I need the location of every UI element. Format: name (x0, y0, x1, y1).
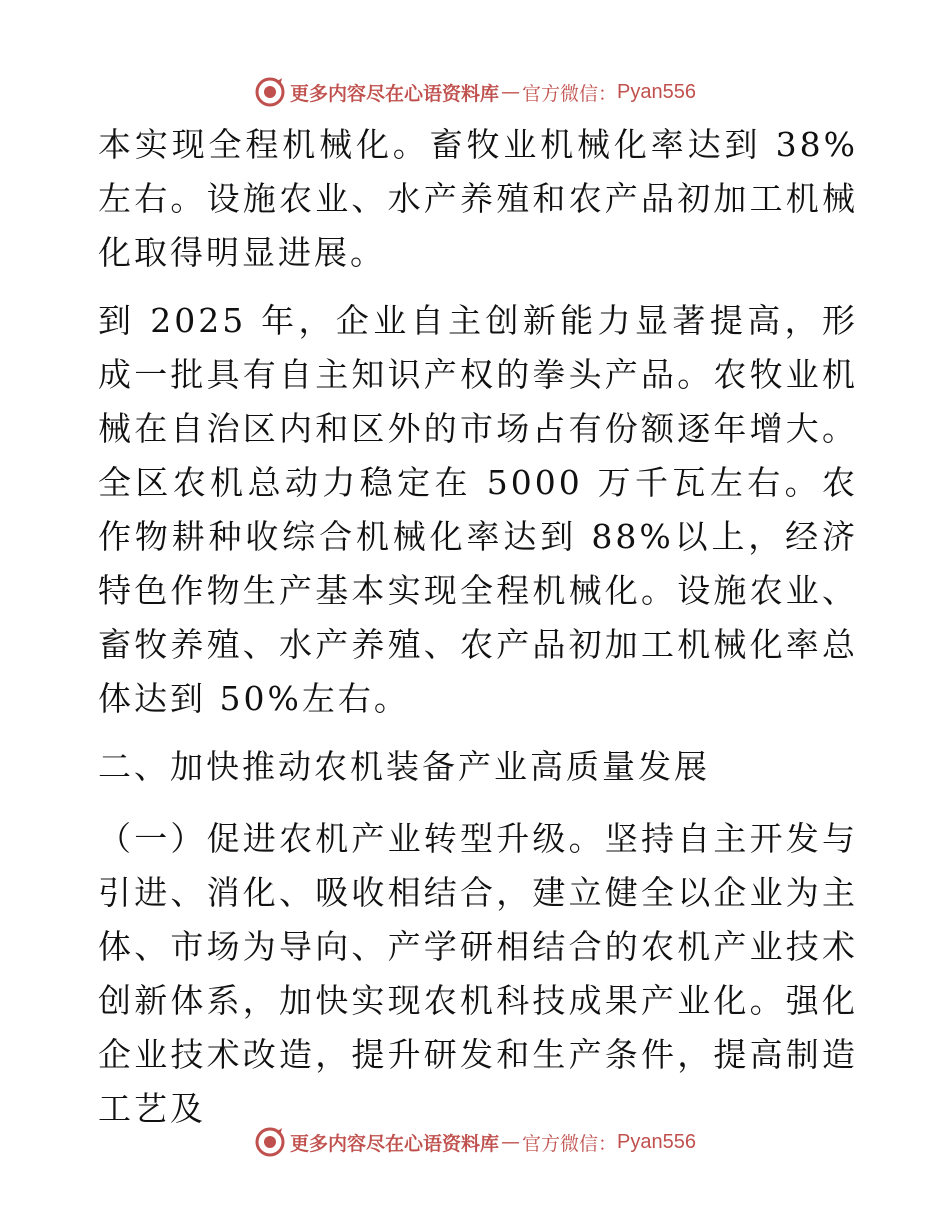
separator-dash: — (501, 1131, 521, 1153)
watermark-banner-top (0, 72, 950, 112)
brand-logo-icon (254, 76, 286, 108)
paragraph: （一）促进农机产业转型升级。坚持自主开发与引进、消化、吸收相结合，建立健全以企业为主体、市场为导向、产学研相结合的农机产业技术创新体系，加快实现农机科技成果产业化。强化企业技术改造，提升研发和生产条件，提高制造工艺及 (98, 819, 858, 1128)
section-heading: 二、加快推动农机装备产业高质量发展 (98, 747, 710, 786)
wechat-handle: Pyan556 (617, 1130, 696, 1153)
site-name: 更多内容尽在心语资料库 (290, 82, 500, 105)
wechat-label: 官方微信： (522, 1132, 618, 1155)
paragraph: 本实现全程机械化。畜牧业机械化率达到 38%左右。设施农业、水产养殖和农产品初加工机械化取得明显进展。 (98, 125, 858, 272)
wechat-handle: Pyan556 (617, 80, 696, 103)
paragraph: 到 2025 年，企业自主创新能力显著提高，形成一批具有自主知识产权的拳头产品。农牧业机械在自治区内和区外的市场占有份额逐年增大。全区农机总动力稳定在 5000 万千瓦左右。农作物耕种收综合机械化率达到 88%以上，经济特色作物生产基本实现全程机械化。设施农业、畜牧养殖、水产养殖、农产品初加工机械化率总体达到 50%左右。 (98, 301, 858, 718)
wechat-label: 官方微信： (522, 82, 618, 105)
document-body (98, 118, 858, 1150)
watermark-banner-bottom (0, 1122, 950, 1162)
site-name: 更多内容尽在心语资料库 (290, 1132, 500, 1155)
separator-dash: — (501, 81, 521, 103)
brand-logo-icon (254, 1126, 286, 1158)
